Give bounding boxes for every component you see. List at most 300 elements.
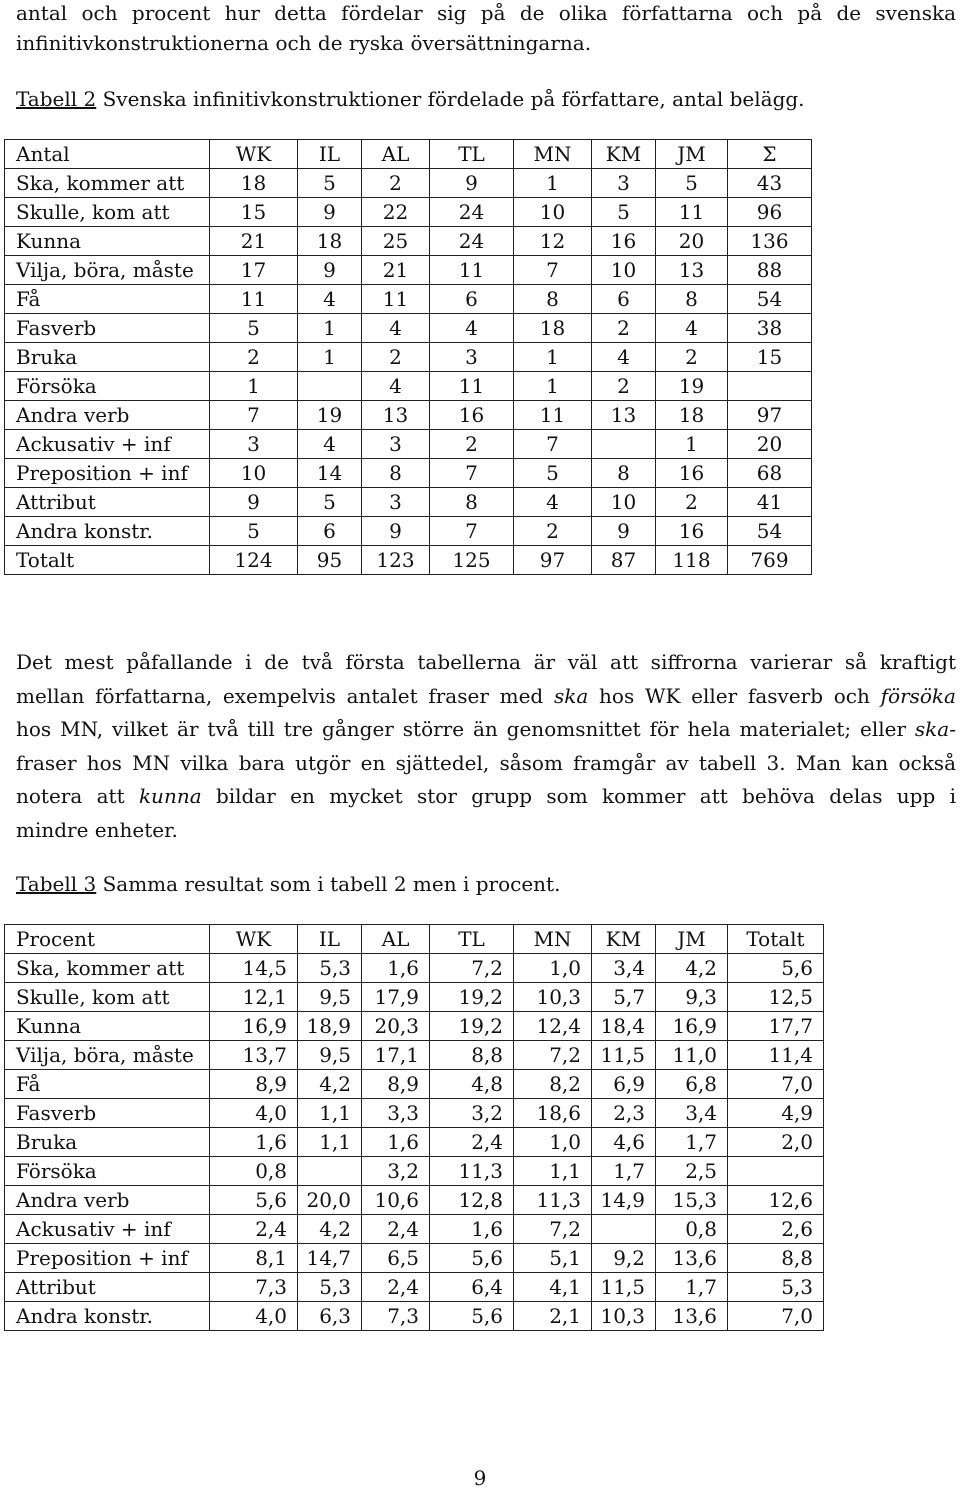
table-cell: 1,7 xyxy=(656,1128,728,1157)
table-cell: 11,4 xyxy=(728,1041,824,1070)
table-cell: 16,9 xyxy=(656,1012,728,1041)
italic-term: kunna xyxy=(138,784,202,808)
row-label: Ackusativ + inf xyxy=(5,430,210,459)
table-row xyxy=(5,343,812,372)
row-label: Få xyxy=(5,285,210,314)
table-cell: 7,3 xyxy=(210,1273,298,1302)
row-label: Kunna xyxy=(5,1012,210,1041)
table-cell: 5,3 xyxy=(728,1273,824,1302)
table-cell: 5,6 xyxy=(430,1244,514,1273)
table-cell: 4 xyxy=(298,285,362,314)
table-cell: 19 xyxy=(656,372,728,401)
table-cell: 1 xyxy=(514,372,592,401)
column-header: MN xyxy=(514,140,592,169)
table-cell: 6,3 xyxy=(298,1302,362,1331)
table-cell: 9 xyxy=(592,517,656,546)
table-cell: 18 xyxy=(656,401,728,430)
table-cell: 11 xyxy=(362,285,430,314)
table-row xyxy=(5,1215,824,1244)
table-cell: 2 xyxy=(210,343,298,372)
table2-caption-number: Tabell 2 xyxy=(16,87,97,111)
column-header-label: Procent xyxy=(5,925,210,954)
column-header: WK xyxy=(210,140,298,169)
table-cell: 3,3 xyxy=(362,1099,430,1128)
table-cell: 1,1 xyxy=(298,1128,362,1157)
table-cell: 17,9 xyxy=(362,983,430,1012)
table-cell: 2,0 xyxy=(728,1128,824,1157)
column-header: TL xyxy=(430,925,514,954)
table-cell: 4,1 xyxy=(514,1273,592,1302)
table-cell: 2 xyxy=(430,430,514,459)
table-row xyxy=(5,488,812,517)
table-cell: 2,4 xyxy=(430,1128,514,1157)
table-cell: 7,2 xyxy=(514,1041,592,1070)
column-header: AL xyxy=(362,925,430,954)
column-header: TL xyxy=(430,140,514,169)
table-cell: 11 xyxy=(430,372,514,401)
table-cell: 3,2 xyxy=(362,1157,430,1186)
table-cell: 2 xyxy=(656,488,728,517)
table-cell: 20 xyxy=(656,227,728,256)
table-cell: 1 xyxy=(298,314,362,343)
table-cell: 7 xyxy=(514,430,592,459)
column-header: MN xyxy=(514,925,592,954)
table-cell: 9 xyxy=(210,488,298,517)
table-row xyxy=(5,546,812,575)
intro-line-1: antal och procent hur detta fördelar sig på de olika författarna och på de svenska xyxy=(16,1,956,25)
table-cell: 25 xyxy=(362,227,430,256)
row-label: Totalt xyxy=(5,546,210,575)
table-cell: 16 xyxy=(592,227,656,256)
table-cell: 2 xyxy=(362,169,430,198)
table-cell: 13 xyxy=(362,401,430,430)
table-cell xyxy=(592,430,656,459)
table-cell: 5 xyxy=(592,198,656,227)
table-cell: 8 xyxy=(656,285,728,314)
table-cell: 13 xyxy=(656,256,728,285)
row-label: Bruka xyxy=(5,343,210,372)
table-cell: 18,9 xyxy=(298,1012,362,1041)
table-cell: 10 xyxy=(210,459,298,488)
table-row xyxy=(5,1244,824,1273)
table-cell: 5,6 xyxy=(430,1302,514,1331)
table-cell: 15 xyxy=(728,343,812,372)
table-row xyxy=(5,1128,824,1157)
table-cell: 4 xyxy=(514,488,592,517)
table-cell xyxy=(298,1157,362,1186)
table-cell: 8,9 xyxy=(210,1070,298,1099)
table-row xyxy=(5,256,812,285)
paragraph-line-2 xyxy=(16,680,956,714)
row-label: Fasverb xyxy=(5,314,210,343)
table-cell: 10 xyxy=(514,198,592,227)
table-cell: 5 xyxy=(298,488,362,517)
table-cell: 20,3 xyxy=(362,1012,430,1041)
table-cell: 1,1 xyxy=(298,1099,362,1128)
table-cell: 5,6 xyxy=(210,1186,298,1215)
row-label: Kunna xyxy=(5,227,210,256)
row-label: Ska, kommer att xyxy=(5,169,210,198)
table-cell: 9 xyxy=(362,517,430,546)
row-label: Försöka xyxy=(5,1157,210,1186)
paragraph-line-6: mindre enheter. xyxy=(16,817,178,842)
table-cell: 4,0 xyxy=(210,1099,298,1128)
table-row xyxy=(5,459,812,488)
table-cell: 1 xyxy=(514,169,592,198)
column-header: IL xyxy=(298,140,362,169)
table-cell: 7 xyxy=(430,459,514,488)
table-cell: 87 xyxy=(592,546,656,575)
table-cell: 18 xyxy=(514,314,592,343)
table-cell: 11 xyxy=(656,198,728,227)
row-label: Försöka xyxy=(5,372,210,401)
table-cell: 5 xyxy=(210,517,298,546)
table-cell: 10,6 xyxy=(362,1186,430,1215)
page-number: 9 xyxy=(473,1466,487,1490)
table-cell: 4,2 xyxy=(298,1070,362,1099)
text-run: hos WK eller fasverb och xyxy=(588,683,881,708)
table-cell: 769 xyxy=(728,546,812,575)
table-cell: 21 xyxy=(210,227,298,256)
table-row xyxy=(5,1186,824,1215)
table-cell: 123 xyxy=(362,546,430,575)
table-cell: 8 xyxy=(430,488,514,517)
table-cell: 97 xyxy=(728,401,812,430)
table-row xyxy=(5,227,812,256)
row-label: Få xyxy=(5,1070,210,1099)
table-cell: 5 xyxy=(210,314,298,343)
table-cell: 7 xyxy=(430,517,514,546)
table-cell: 2,6 xyxy=(728,1215,824,1244)
table-cell: 16 xyxy=(656,459,728,488)
table-cell: 5 xyxy=(298,169,362,198)
table-cell: 125 xyxy=(430,546,514,575)
table-cell: 4,2 xyxy=(656,954,728,983)
table-cell: 18,4 xyxy=(592,1012,656,1041)
table-cell xyxy=(592,1215,656,1244)
table-row xyxy=(5,517,812,546)
table-cell: 6 xyxy=(592,285,656,314)
table-cell: 1,6 xyxy=(430,1215,514,1244)
table-cell: 17,1 xyxy=(362,1041,430,1070)
table-cell: 12,1 xyxy=(210,983,298,1012)
table-cell: 8 xyxy=(362,459,430,488)
table-cell: 2,4 xyxy=(210,1215,298,1244)
table-cell: 3 xyxy=(430,343,514,372)
column-header: IL xyxy=(298,925,362,954)
text-run: mellan författarna, exempelvis antalet fraser med xyxy=(16,683,554,708)
table-cell: 7,2 xyxy=(514,1215,592,1244)
table-cell: 0,8 xyxy=(656,1215,728,1244)
table-cell: 4,2 xyxy=(298,1215,362,1244)
table-row xyxy=(5,401,812,430)
table-row xyxy=(5,1157,824,1186)
table-cell: 2 xyxy=(592,372,656,401)
table-cell: 1,6 xyxy=(362,954,430,983)
table-cell: 16 xyxy=(430,401,514,430)
table-cell: 14 xyxy=(298,459,362,488)
table-cell: 1,1 xyxy=(514,1157,592,1186)
table-cell xyxy=(728,372,812,401)
table-cell: 8 xyxy=(514,285,592,314)
table-cell: 9,5 xyxy=(298,1041,362,1070)
table-cell: 4 xyxy=(362,314,430,343)
row-label: Skulle, kom att xyxy=(5,983,210,1012)
table-cell xyxy=(298,372,362,401)
table-cell: 2 xyxy=(514,517,592,546)
row-label: Fasverb xyxy=(5,1099,210,1128)
table-cell: 15 xyxy=(210,198,298,227)
table-cell: 9,5 xyxy=(298,983,362,1012)
table-cell: 5,7 xyxy=(592,983,656,1012)
column-header: JM xyxy=(656,925,728,954)
table-cell: 2 xyxy=(592,314,656,343)
table-cell: 4 xyxy=(656,314,728,343)
row-label: Andra konstr. xyxy=(5,517,210,546)
table-cell: 2,1 xyxy=(514,1302,592,1331)
table-cell: 38 xyxy=(728,314,812,343)
table-cell: 18,6 xyxy=(514,1099,592,1128)
table-cell: 19,2 xyxy=(430,983,514,1012)
row-label: Andra konstr. xyxy=(5,1302,210,1331)
table-cell: 68 xyxy=(728,459,812,488)
table-cell: 5,6 xyxy=(728,954,824,983)
table-cell: 2,4 xyxy=(362,1215,430,1244)
table2 xyxy=(4,139,812,575)
table-cell: 10 xyxy=(592,488,656,517)
italic-term: ska xyxy=(553,683,589,708)
table-cell: 6,4 xyxy=(430,1273,514,1302)
table-cell: 3 xyxy=(362,488,430,517)
table-row xyxy=(5,983,824,1012)
table-cell: 15,3 xyxy=(656,1186,728,1215)
table-cell: 54 xyxy=(728,285,812,314)
table-row xyxy=(5,169,812,198)
table-cell: 12,4 xyxy=(514,1012,592,1041)
table-cell: 5,3 xyxy=(298,1273,362,1302)
table-cell: 2,5 xyxy=(656,1157,728,1186)
table3-caption-number: Tabell 3 xyxy=(16,872,97,896)
column-header: Totalt xyxy=(728,925,824,954)
table-cell: 3,2 xyxy=(430,1099,514,1128)
table-row xyxy=(5,1012,824,1041)
table-cell: 3,4 xyxy=(656,1099,728,1128)
table-header-row xyxy=(5,925,824,954)
table-cell: 43 xyxy=(728,169,812,198)
table-cell: 95 xyxy=(298,546,362,575)
column-header: AL xyxy=(362,140,430,169)
column-header-label: Antal xyxy=(5,140,210,169)
row-label: Preposition + inf xyxy=(5,459,210,488)
table-cell: 1 xyxy=(210,372,298,401)
table-cell: 4,0 xyxy=(210,1302,298,1331)
table-cell: 9 xyxy=(430,169,514,198)
table-cell: 18 xyxy=(210,169,298,198)
table3 xyxy=(4,924,824,1331)
table-cell: 1,0 xyxy=(514,954,592,983)
table3-caption xyxy=(16,869,560,899)
row-label: Skulle, kom att xyxy=(5,198,210,227)
table-cell: 8,9 xyxy=(362,1070,430,1099)
table-cell: 11,3 xyxy=(430,1157,514,1186)
table-cell: 124 xyxy=(210,546,298,575)
table-cell: 20,0 xyxy=(298,1186,362,1215)
table-cell: 5,1 xyxy=(514,1244,592,1273)
row-label: Bruka xyxy=(5,1128,210,1157)
table-cell: 8,1 xyxy=(210,1244,298,1273)
table-row xyxy=(5,285,812,314)
text-run: bildar en mycket stor grupp som kommer att behöva delas upp i xyxy=(201,784,956,808)
table-cell: 8,8 xyxy=(430,1041,514,1070)
table-cell: 11 xyxy=(210,285,298,314)
table-row xyxy=(5,198,812,227)
row-label: Vilja, böra, måste xyxy=(5,256,210,285)
row-label: Vilja, böra, måste xyxy=(5,1041,210,1070)
table-cell: 118 xyxy=(656,546,728,575)
table-cell: 0,8 xyxy=(210,1157,298,1186)
row-label: Attribut xyxy=(5,1273,210,1302)
body-paragraph xyxy=(16,646,956,847)
table-cell: 1,0 xyxy=(514,1128,592,1157)
table-cell: 96 xyxy=(728,198,812,227)
table-cell: 4 xyxy=(430,314,514,343)
table-cell: 8 xyxy=(592,459,656,488)
table-cell: 11 xyxy=(514,401,592,430)
row-label: Ska, kommer att xyxy=(5,954,210,983)
table-cell: 8,2 xyxy=(514,1070,592,1099)
column-header: Σ xyxy=(728,140,812,169)
table-cell: 11,5 xyxy=(592,1041,656,1070)
table-cell: 9,3 xyxy=(656,983,728,1012)
column-header: KM xyxy=(592,925,656,954)
table-cell: 17,7 xyxy=(728,1012,824,1041)
table-cell: 22 xyxy=(362,198,430,227)
table-cell: 2 xyxy=(656,343,728,372)
table-cell: 3 xyxy=(210,430,298,459)
table-cell: 4,9 xyxy=(728,1099,824,1128)
table-cell: 12,5 xyxy=(728,983,824,1012)
table-cell: 4 xyxy=(362,372,430,401)
table-cell: 41 xyxy=(728,488,812,517)
italic-term: ska- xyxy=(914,717,956,741)
table-row xyxy=(5,1302,824,1331)
table-cell: 12 xyxy=(514,227,592,256)
table-cell: 5 xyxy=(656,169,728,198)
italic-term: försöka xyxy=(880,683,956,708)
table-cell: 8,8 xyxy=(728,1244,824,1273)
table-cell: 13,7 xyxy=(210,1041,298,1070)
table-row xyxy=(5,372,812,401)
table-cell: 18 xyxy=(298,227,362,256)
table-cell: 97 xyxy=(514,546,592,575)
table-cell: 11 xyxy=(430,256,514,285)
text-run: hos MN, vilket är två till tre gånger större än genomsnittet för hela materialet; eller xyxy=(16,717,915,741)
table-cell: 7,2 xyxy=(430,954,514,983)
table-cell: 24 xyxy=(430,198,514,227)
table-cell: 9,2 xyxy=(592,1244,656,1273)
table-cell: 12,6 xyxy=(728,1186,824,1215)
table3-caption-text: Samma resultat som i tabell 2 men i procent. xyxy=(96,872,561,896)
table-row xyxy=(5,954,824,983)
column-header: JM xyxy=(656,140,728,169)
table-row xyxy=(5,1099,824,1128)
table-cell: 7,3 xyxy=(362,1302,430,1331)
table-cell: 10 xyxy=(592,256,656,285)
table-cell: 13 xyxy=(592,401,656,430)
paragraph-line-4: fraser hos MN vilka bara utgör en sjättedel, såsom framgår av tabell 3. Man kan också xyxy=(16,750,956,775)
table2-caption xyxy=(16,84,805,114)
column-header: WK xyxy=(210,925,298,954)
table-cell: 10,3 xyxy=(592,1302,656,1331)
table-cell: 88 xyxy=(728,256,812,285)
table-cell: 10,3 xyxy=(514,983,592,1012)
table-cell: 7 xyxy=(210,401,298,430)
table-cell: 14,5 xyxy=(210,954,298,983)
table-cell: 12,8 xyxy=(430,1186,514,1215)
table-cell: 1,7 xyxy=(656,1273,728,1302)
table-cell: 2 xyxy=(362,343,430,372)
table-cell: 14,9 xyxy=(592,1186,656,1215)
table-cell: 1,6 xyxy=(210,1128,298,1157)
table-cell: 2,4 xyxy=(362,1273,430,1302)
table-cell: 1 xyxy=(656,430,728,459)
paragraph-line-3 xyxy=(16,713,956,747)
table-cell: 1 xyxy=(298,343,362,372)
table-cell: 11,3 xyxy=(514,1186,592,1215)
table-cell: 9 xyxy=(298,198,362,227)
table-cell: 6,5 xyxy=(362,1244,430,1273)
table-cell: 5 xyxy=(514,459,592,488)
table-cell: 9 xyxy=(298,256,362,285)
text-run: notera att xyxy=(16,784,139,808)
table-cell: 54 xyxy=(728,517,812,546)
row-label: Attribut xyxy=(5,488,210,517)
paragraph-line-1: Det mest påfallande i de två första tabellerna är väl att siffrorna varierar så kraftigt xyxy=(16,650,956,674)
table-cell: 4,8 xyxy=(430,1070,514,1099)
table-cell: 17 xyxy=(210,256,298,285)
table-cell: 16 xyxy=(656,517,728,546)
table-cell: 4 xyxy=(298,430,362,459)
table-cell: 3 xyxy=(592,169,656,198)
table-row xyxy=(5,1041,824,1070)
table-cell: 7 xyxy=(514,256,592,285)
table-cell: 5,3 xyxy=(298,954,362,983)
table-row xyxy=(5,314,812,343)
row-label: Preposition + inf xyxy=(5,1244,210,1273)
table-header-row xyxy=(5,140,812,169)
table-cell: 1,7 xyxy=(592,1157,656,1186)
table-cell: 19 xyxy=(298,401,362,430)
row-label: Ackusativ + inf xyxy=(5,1215,210,1244)
row-label: Andra verb xyxy=(5,401,210,430)
table-row xyxy=(5,1273,824,1302)
table-cell: 7,0 xyxy=(728,1302,824,1331)
intro-line-2: infinitivkonstruktionerna och de ryska översättningarna. xyxy=(16,31,592,55)
table-cell: 3,4 xyxy=(592,954,656,983)
table-cell: 6,9 xyxy=(592,1070,656,1099)
table-row xyxy=(5,1070,824,1099)
table-cell: 16,9 xyxy=(210,1012,298,1041)
table-cell: 6 xyxy=(298,517,362,546)
table-cell: 21 xyxy=(362,256,430,285)
table-cell: 19,2 xyxy=(430,1012,514,1041)
table-cell: 14,7 xyxy=(298,1244,362,1273)
row-label: Andra verb xyxy=(5,1186,210,1215)
table2-caption-text: Svenska infinitivkonstruktioner fördelade på författare, antal belägg. xyxy=(96,87,805,111)
column-header: KM xyxy=(592,140,656,169)
table-cell: 4,6 xyxy=(592,1128,656,1157)
table-cell: 6,8 xyxy=(656,1070,728,1099)
